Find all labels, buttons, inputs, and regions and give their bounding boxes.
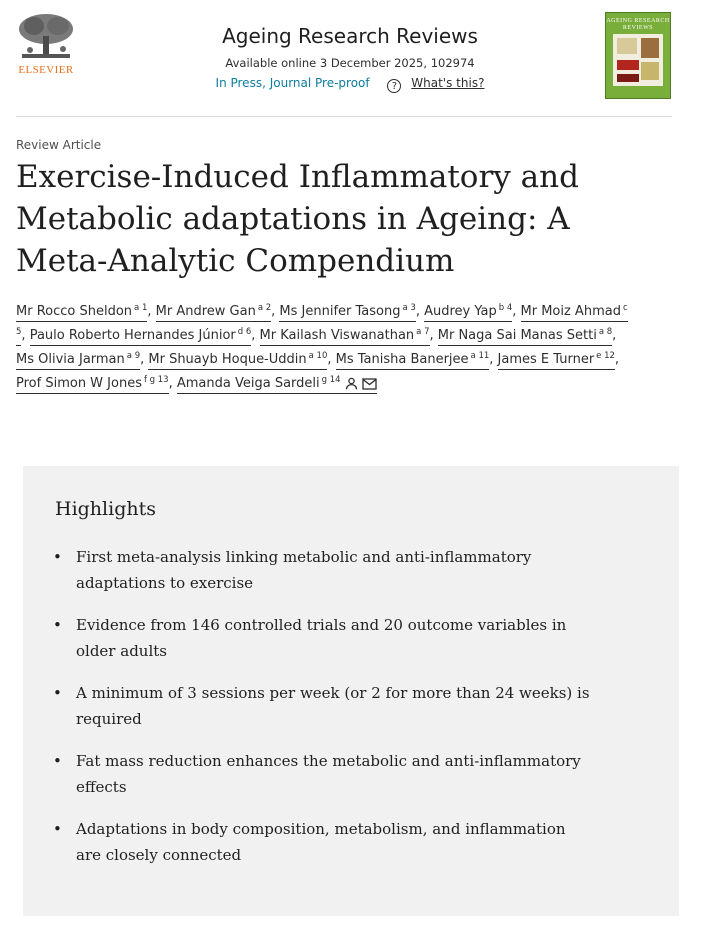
author-link[interactable] <box>30 328 252 346</box>
question-circle-icon[interactable]: ? <box>387 79 401 93</box>
person-icon <box>345 375 358 399</box>
highlight-text: Evidence from 146 controlled trials and 20 outcome variables in older adults <box>76 616 567 660</box>
author-affiliation: a 7 <box>416 327 430 337</box>
author-name: Ms Jennifer Tasong <box>279 304 401 319</box>
author-name: Paulo Roberto Hernandes Júnior <box>29 328 236 343</box>
author-name: Mr Kailash Viswanathan <box>259 328 415 343</box>
highlights-panel <box>23 466 679 916</box>
author-name: Mr Rocco Sheldon <box>16 304 133 319</box>
highlights-list <box>53 544 593 884</box>
author-affiliation: c 5 <box>16 303 628 337</box>
article-type: Review Article <box>16 138 102 152</box>
author-link[interactable] <box>16 352 140 370</box>
header-divider <box>16 116 672 117</box>
author-name: Ms Tanisha Banerjee <box>335 352 469 367</box>
author-affiliation: b 4 <box>498 303 513 313</box>
author-affiliation: d 6 <box>237 327 252 337</box>
journal-title-link[interactable]: Ageing Research Reviews <box>222 24 478 48</box>
author-link[interactable] <box>336 352 490 370</box>
author-affiliation: a 2 <box>257 303 272 313</box>
author-link[interactable] <box>16 376 169 394</box>
author-name: Amanda Veiga Sardeli <box>176 376 320 391</box>
author-affiliation: a 8 <box>598 327 613 337</box>
cover-title: AGEING RESEARCH REVIEWS <box>606 18 670 31</box>
author-link[interactable] <box>498 352 615 370</box>
author-link[interactable] <box>438 328 612 346</box>
author-affiliation: a 9 <box>126 351 141 361</box>
author-name: James E Turner <box>497 352 595 367</box>
author-link[interactable] <box>279 304 415 322</box>
author-link[interactable] <box>260 328 430 346</box>
author-affiliation: a 1 <box>134 303 148 313</box>
author-name: Audrey Yap <box>424 304 497 319</box>
author-name: Ms Olivia Jarman <box>16 352 125 367</box>
status-row <box>150 76 550 93</box>
author-link[interactable] <box>177 376 377 394</box>
highlight-item <box>53 680 593 732</box>
author-name: Prof Simon W Jones <box>16 376 142 391</box>
author-name: Mr Shuayb Hoque-Uddin <box>148 352 307 367</box>
author-link[interactable] <box>148 352 327 370</box>
cover-artwork <box>613 34 663 86</box>
highlight-text: First meta-analysis linking metabolic and anti-inflammatory adaptations to exercise <box>76 548 532 592</box>
article-title: Exercise-Induced Inflammatory and Metabolic adaptations in Ageing: A Meta-Analytic Compendium <box>16 159 579 279</box>
author-name: Mr Naga Sai Manas Setti <box>437 328 597 343</box>
highlight-text: Fat mass reduction enhances the metabolic and anti-inflammatory effects <box>76 752 581 796</box>
highlight-text: Adaptations in body composition, metabolism, and inflammation are closely connected <box>76 820 566 864</box>
author-list: Mr Rocco Sheldon $^{a 1}$, Mr Andrew Gan $^{a 2}$, Ms Jennifer Tasong $^{a 3}$, Audrey Yap $^{b 4}$, Mr Moiz Ahmad $^{c 5}$, Paulo Roberto Hernandes Júnior $^{d 6}$, Mr Kailash Viswanathan $^{a 7}$, Mr Naga Sai Manas Setti $^{a 8}$, Ms Olivia Jarman $^{a 9}$, Mr Shuayb Hoque-Uddin $^{a 10}$, Ms Tanisha Banerjee $^{a 11}$, James E Turner $^{e 12}$, Prof Simon W Jones $^{f g 13}$, Amanda Veiga Sardeli $^{g 14}$ <box>16 300 636 399</box>
author-name: Mr Andrew Gan <box>155 304 256 319</box>
highlight-text: A minimum of 3 sessions per week (or 2 for more than 24 weeks) is required <box>76 684 590 728</box>
highlight-item <box>53 544 593 596</box>
envelope-icon <box>362 375 377 399</box>
author-link[interactable] <box>16 304 147 322</box>
author-affiliation: f g 13 <box>143 375 169 385</box>
bullet-icon: • <box>53 616 62 634</box>
author-affiliation: a 3 <box>402 303 416 313</box>
author-name: Mr Moiz Ahmad <box>520 304 621 319</box>
author-link[interactable] <box>156 304 272 322</box>
highlights-title: Highlights <box>55 498 156 520</box>
author-affiliation: a 11 <box>470 351 490 361</box>
highlight-item <box>53 748 593 800</box>
bullet-icon: • <box>53 684 62 702</box>
author-affiliation: g 14 <box>321 375 341 385</box>
author-affiliation: e 12 <box>596 351 615 361</box>
author-link[interactable] <box>424 304 512 322</box>
journal-preproof-link[interactable]: In Press, Journal Pre-proof <box>215 76 370 90</box>
highlight-item <box>53 816 593 868</box>
author-affiliation: a 10 <box>308 351 328 361</box>
journal-header <box>150 24 550 93</box>
bullet-icon: • <box>53 820 62 838</box>
journal-cover-image[interactable] <box>605 12 671 99</box>
whats-this-link[interactable]: What's this? <box>411 76 485 90</box>
available-online-date: Available online 3 December 2025, 102974 <box>225 56 475 70</box>
highlight-item <box>53 612 593 664</box>
bullet-icon: • <box>53 548 62 566</box>
bullet-icon: • <box>53 752 62 770</box>
publisher-name: ELSEVIER <box>18 64 74 76</box>
